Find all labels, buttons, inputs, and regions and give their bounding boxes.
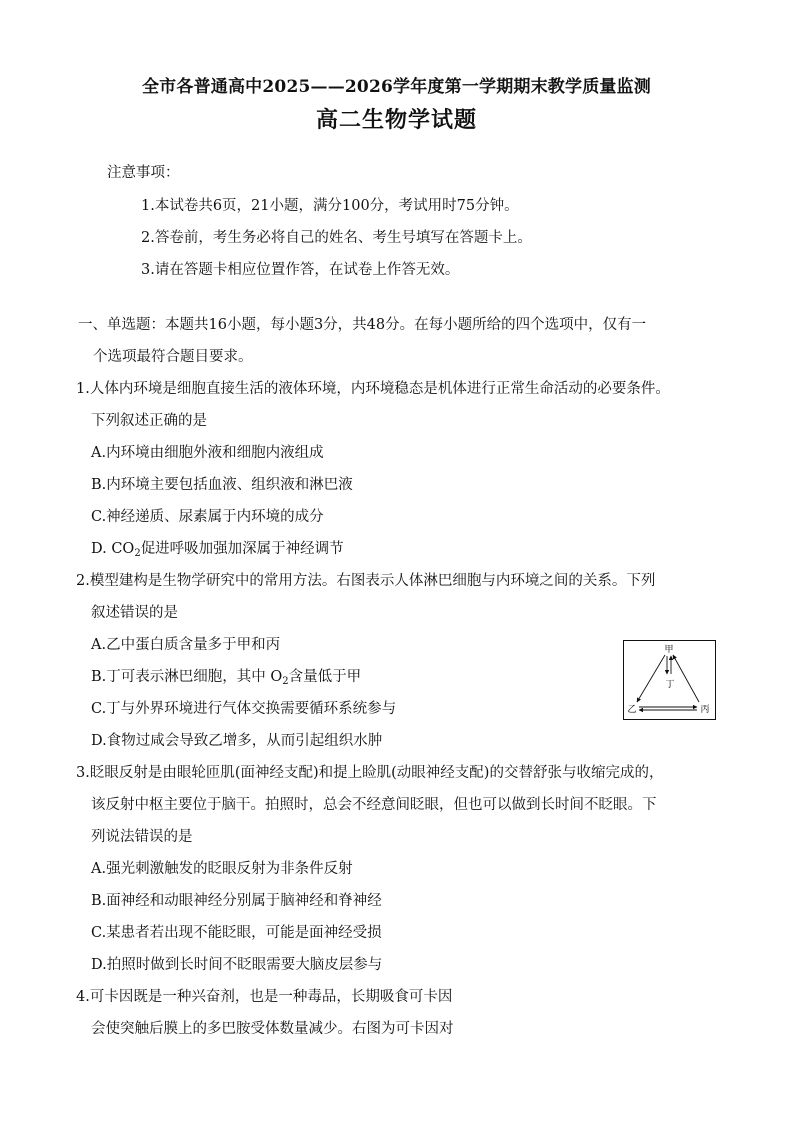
option-b: B.内环境主要包括血液、组织液和淋巴液 xyxy=(91,477,353,493)
option-a: A.乙中蛋白质含量多于甲和丙 xyxy=(91,637,281,653)
option-b: B.面神经和动眼神经分别属于脑神经和脊神经 xyxy=(91,893,382,909)
question-stem: 2.模型建构是生物学研究中的常用方法。右图表示人体淋巴细胞与内环境之间的关系。下列 xyxy=(76,573,656,589)
option-d-prefix: D. CO xyxy=(91,541,135,557)
option-b xyxy=(91,667,361,692)
section-heading-cont: 个选项最符合题目要求。 xyxy=(93,349,253,365)
option-c: C.丁与外界环境进行气体交换需要循环系统参与 xyxy=(91,701,397,717)
node-yi: 乙 xyxy=(627,705,637,715)
question-stem: 1.人体内环境是细胞直接生活的液体环境，内环境稳态是机体进行正常生命活动的必要条件。 xyxy=(76,381,670,397)
body-fluid-diagram xyxy=(623,640,716,720)
option-d: D.拍照时做到长时间不眨眼需要大脑皮层参与 xyxy=(91,957,383,973)
option-d-suffix: 促进呼吸加强加深属于神经调节 xyxy=(140,541,344,557)
node-ding: 丁 xyxy=(665,680,675,690)
subscript: 2 xyxy=(282,676,289,687)
option-d: D.食物过咸会导致乙增多，从而引起组织水肿 xyxy=(91,733,383,749)
exam-subject-title: 高二生物学试题 xyxy=(315,107,477,133)
option-a: A.内环境由细胞外液和细胞内液组成 xyxy=(91,445,324,461)
subscript: 2 xyxy=(134,548,141,559)
question-stem-cont: 列说法错误的是 xyxy=(91,829,193,845)
arrow-bing-to-jia xyxy=(673,655,699,702)
notice-label: 注意事项： xyxy=(107,165,180,181)
option-c: C.神经递质、尿素属于内环境的成分 xyxy=(91,509,324,525)
option-b-suffix: 含量低于甲 xyxy=(288,669,362,685)
section-heading: 一、单选题：本题共16小题，每小题3分，共48分。在每小题所给的四个选项中，仅有一 xyxy=(78,317,647,333)
option-b-prefix: B.丁可表示淋巴细胞，其中 O xyxy=(91,669,283,685)
question-stem-cont: 叙述错误的是 xyxy=(91,605,178,621)
notice-item: 3.请在答题卡相应位置作答，在试卷上作答无效。 xyxy=(141,262,460,278)
question-stem-cont: 会使突触后膜上的多巴胺受体数量减少。右图为可卡因对 xyxy=(91,1021,454,1037)
option-a: A.强光刺激触发的眨眼反射为非条件反射 xyxy=(91,861,353,877)
option-c: C.某患者若出现不能眨眼，可能是面神经受损 xyxy=(91,925,382,941)
node-jia: 甲 xyxy=(664,645,674,655)
question-stem-cont: 该反射中枢主要位于脑干。拍照时，总会不经意间眨眼，但也可以做到长时间不眨眼。下 xyxy=(91,797,657,813)
notice-item: 2.答卷前，考生务必将自己的姓名、考生号填写在答题卡上。 xyxy=(141,230,532,246)
question-stem: 3.眨眼反射是由眼轮匝肌(面神经支配)和提上睑肌(动眼神经支配)的交替舒张与收缩完成的， xyxy=(76,765,664,781)
exam-header-title: 全市各普通高中2025——2026学年度第一学期期末教学质量监测 xyxy=(141,77,652,97)
node-bing: 丙 xyxy=(700,705,710,715)
question-stem-cont: 下列叙述正确的是 xyxy=(91,413,207,429)
notice-item: 1.本试卷共6页，21小题，满分100分，考试用时75分钟。 xyxy=(141,198,519,214)
option-d xyxy=(91,539,344,564)
question-stem: 4.可卡因既是一种兴奋剂，也是一种毒品，长期吸食可卡因 xyxy=(76,989,453,1005)
arrow-jia-to-yi xyxy=(637,655,665,702)
